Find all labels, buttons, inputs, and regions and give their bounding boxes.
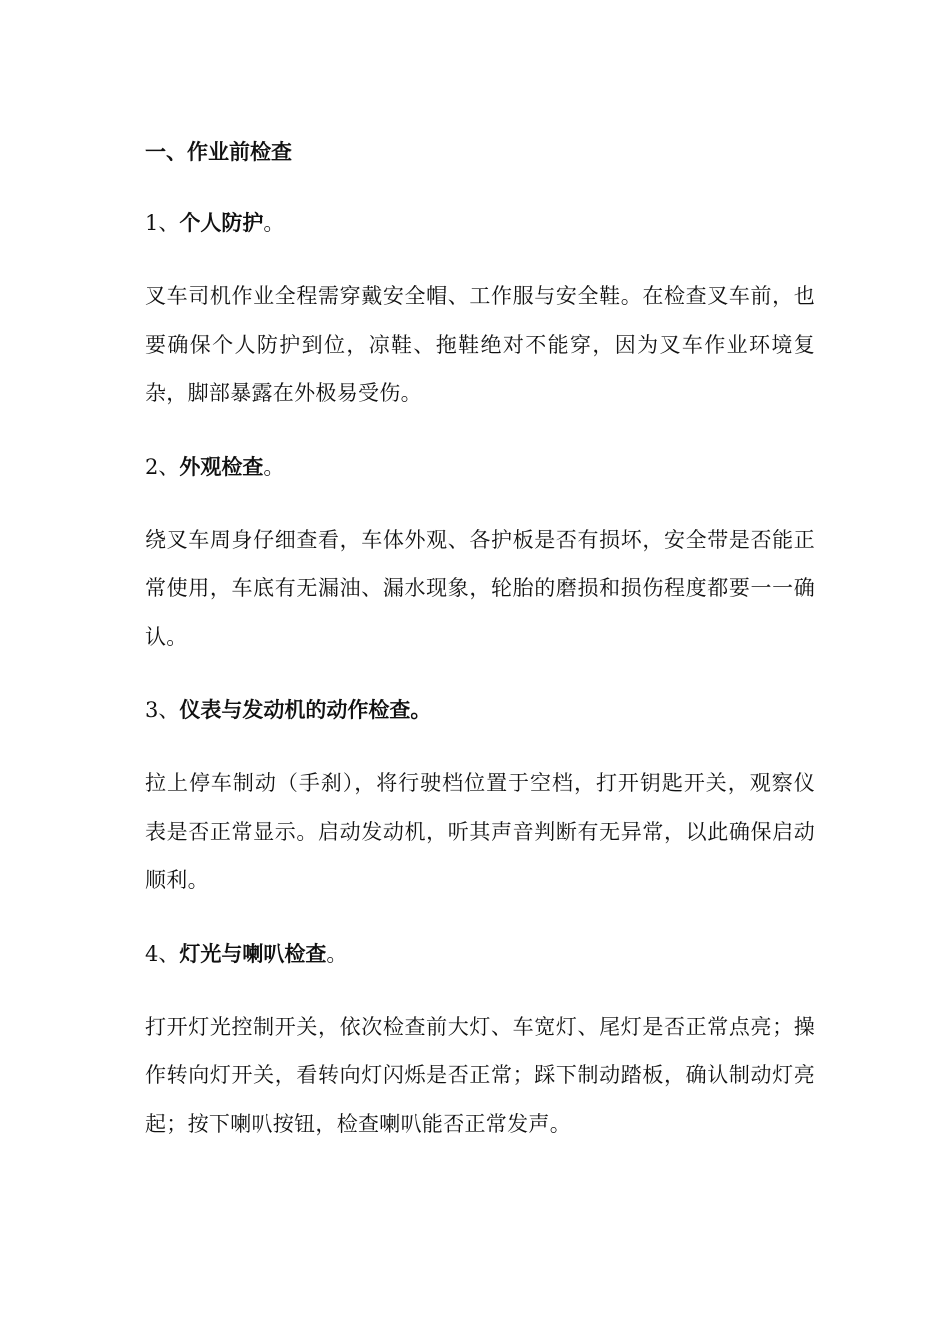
document-page — [145, 130, 815, 1175]
item-tail: 。 — [263, 454, 285, 479]
item-number: 4、 — [145, 941, 180, 966]
item-number: 3、 — [145, 698, 180, 722]
item-heading-1 — [145, 201, 815, 245]
item-body-3: 拉上停车制动（手刹），将行驶档位置于空档，打开钥匙开关，观察仪表是否正常显示。启动发动机，听其声音判断有无异常，以此确保启动顺利。 — [145, 771, 815, 892]
item-title: 仪表与发动机的动作检查。 — [179, 698, 432, 722]
item-body-1: 叉车司机作业全程需穿戴安全帽、工作服与安全鞋。在检查叉车前，也要确保个人防护到位，凉鞋、拖鞋绝对不能穿，因为叉车作业环境复杂，脚部暴露在外极易受伤。 — [145, 284, 815, 405]
item-tail: 。 — [326, 941, 348, 966]
item-body-2: 绕叉车周身仔细查看，车体外观、各护板是否有损坏，安全带是否能正常使用，车底有无漏油、漏水现象，轮胎的磨损和损伤程度都要一一确认。 — [145, 527, 815, 649]
section-title: 一、作业前检查 — [145, 140, 292, 164]
item-title: 灯光与喇叭检查 — [179, 941, 327, 966]
item-heading-2 — [145, 445, 815, 489]
item-heading-4 — [145, 932, 815, 976]
item-number: 1、 — [145, 211, 180, 235]
item-body-4: 打开灯光控制开关，依次检查前大灯、车宽灯、尾灯是否正常点亮；操作转向灯开关，看转向灯闪烁是否正常；踩下制动踏板，确认制动灯亮起；按下喇叭按钮，检查喇叭能否正常发声。 — [145, 1014, 815, 1136]
item-tail: 。 — [263, 211, 285, 235]
item-number: 2、 — [145, 454, 180, 479]
item-title: 个人防护 — [179, 211, 264, 235]
item-title: 外观检查 — [179, 454, 264, 479]
item-heading-3 — [145, 688, 815, 732]
